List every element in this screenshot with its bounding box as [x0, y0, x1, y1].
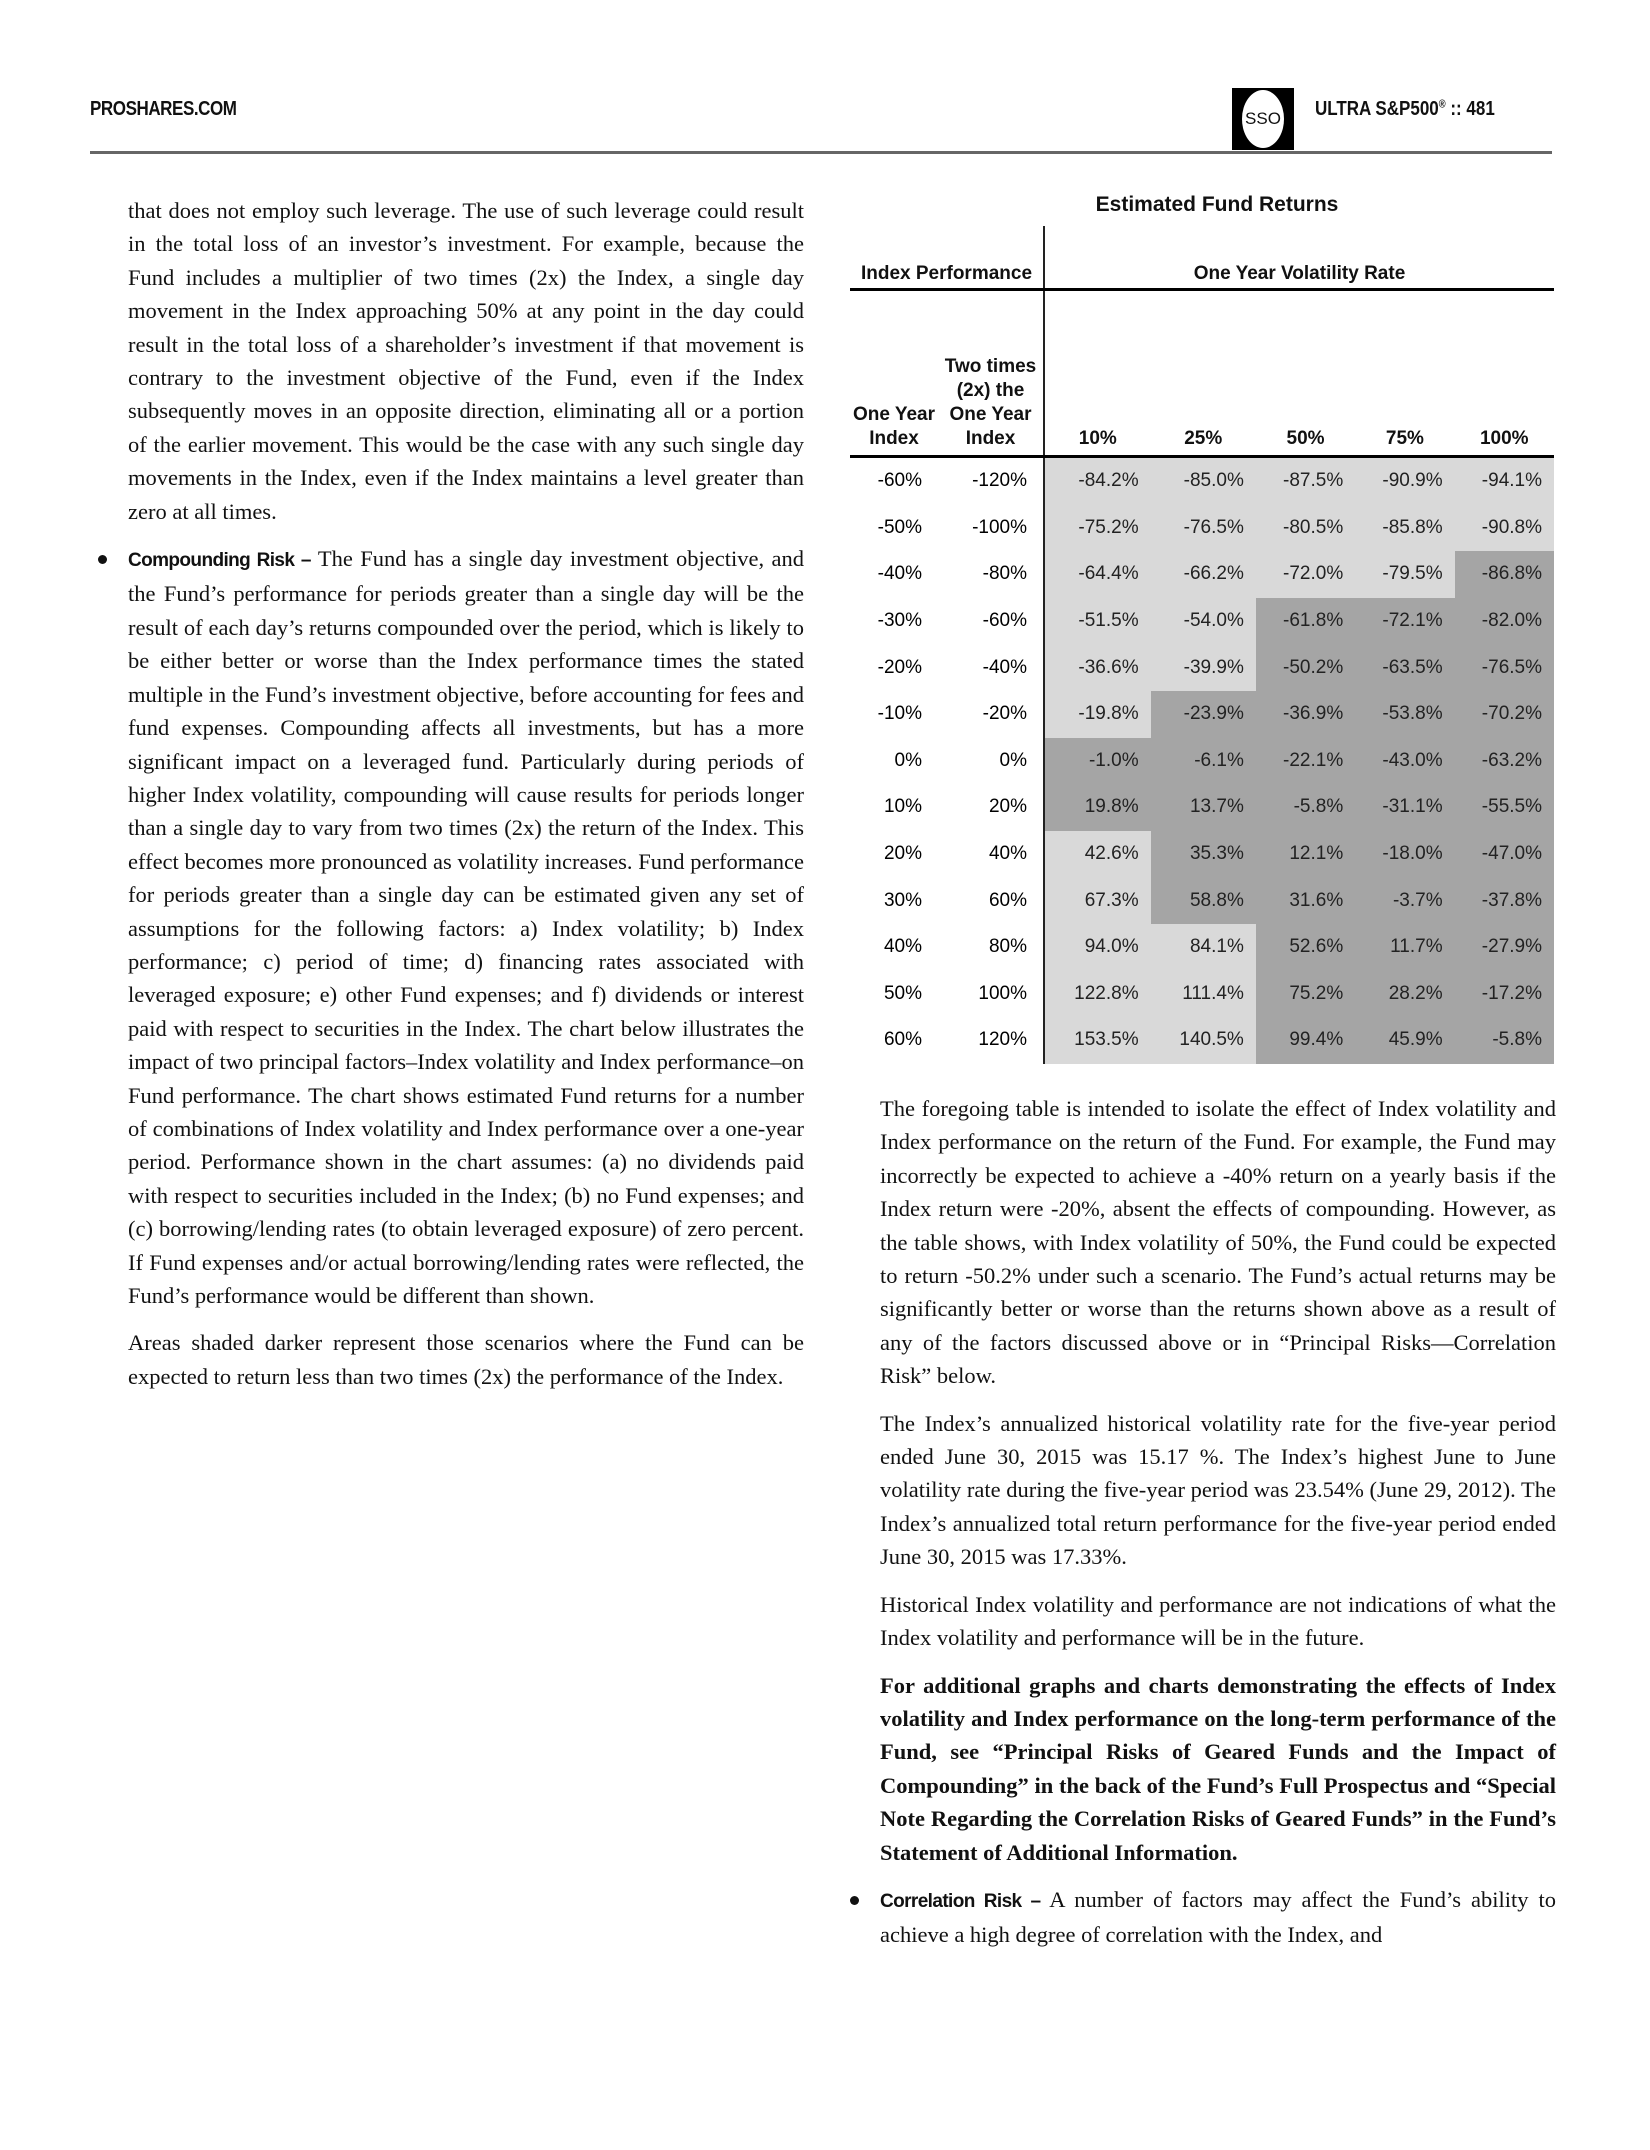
col-header-two-times-index: Two times (2x) the One Year Index: [944, 356, 1037, 449]
fund-return-cell: 42.6%: [1044, 831, 1151, 878]
table-row: [850, 738, 1554, 785]
fund-return-cell: -36.6%: [1044, 644, 1151, 691]
table-row: [850, 505, 1554, 552]
fund-return-cell: -76.5%: [1151, 505, 1256, 552]
fund-return-cell: 111.4%: [1151, 971, 1256, 1018]
fund-return-cell: -19.8%: [1044, 691, 1151, 738]
fund-return-cell: 11.7%: [1355, 924, 1454, 971]
index-return-cell: -50%: [877, 516, 922, 538]
fund-return-cell: -36.9%: [1256, 691, 1355, 738]
table-row: [850, 924, 1554, 971]
fund-return-cell: -75.2%: [1044, 505, 1151, 552]
fund-name: ULTRA S&P500: [1315, 98, 1439, 120]
fund-return-cell: -1.0%: [1044, 738, 1151, 785]
volatility-rate-header: One Year Volatility Rate: [1044, 226, 1554, 290]
table-row: [850, 691, 1554, 738]
fund-return-cell: 94.0%: [1044, 924, 1151, 971]
two-times-index-cell: -20%: [982, 703, 1027, 725]
table-row: [850, 877, 1554, 924]
fund-return-cell: -54.0%: [1151, 598, 1256, 645]
fund-return-cell: 99.4%: [1256, 1017, 1355, 1064]
two-times-index-cell: 20%: [988, 796, 1027, 818]
fund-return-cell: -53.8%: [1355, 691, 1454, 738]
site-name: PROSHARES.COM: [90, 98, 237, 120]
index-return-cell: 60%: [883, 1029, 922, 1051]
fund-return-cell: -55.5%: [1455, 784, 1554, 831]
fund-return-cell: 28.2%: [1355, 971, 1454, 1018]
index-return-cell: 30%: [883, 889, 922, 911]
col-header-50: 50%: [1286, 428, 1325, 449]
two-times-index-cell: 120%: [978, 1029, 1027, 1051]
fund-return-cell: 45.9%: [1355, 1017, 1454, 1064]
shading-note: Areas shaded darker represent those scenarios where the Fund can be expected to return less than two times (2x) the performance of the Index.: [128, 1330, 804, 1389]
fund-return-cell: -90.9%: [1355, 457, 1454, 505]
two-times-index-cell: -40%: [982, 656, 1027, 678]
registered-mark: ®: [1438, 98, 1446, 111]
index-return-cell: 10%: [883, 796, 922, 818]
fund-return-cell: -6.1%: [1151, 738, 1256, 785]
table-row: [850, 551, 1554, 598]
two-times-index-cell: 0%: [999, 749, 1027, 771]
col-header-one-year-index: One Year Index: [852, 404, 936, 449]
fund-return-cell: 35.3%: [1151, 831, 1256, 878]
ticker-badge-label: SSO: [1242, 90, 1284, 148]
fund-return-cell: -64.4%: [1044, 551, 1151, 598]
table-column-header-row: [850, 290, 1554, 457]
two-times-index-cell: 60%: [988, 889, 1027, 911]
table-group-header-row: [850, 226, 1554, 290]
fund-return-cell: -84.2%: [1044, 457, 1151, 505]
fund-return-cell: -18.0%: [1355, 831, 1454, 878]
table-row: [850, 831, 1554, 878]
fund-return-cell: -80.5%: [1256, 505, 1355, 552]
col-header-75: 75%: [1385, 428, 1424, 449]
fund-return-cell: -87.5%: [1256, 457, 1355, 505]
table-row: [850, 598, 1554, 645]
fund-return-cell: -66.2%: [1151, 551, 1256, 598]
compounding-risk-item: [128, 542, 804, 1312]
table-row: [850, 784, 1554, 831]
fund-return-cell: -61.8%: [1256, 598, 1355, 645]
two-times-index-cell: -60%: [982, 610, 1027, 632]
two-times-index-cell: -80%: [982, 563, 1027, 585]
two-times-index-cell: -120%: [972, 470, 1027, 492]
fund-return-cell: 153.5%: [1044, 1017, 1151, 1064]
fund-return-cell: -43.0%: [1355, 738, 1454, 785]
col-header-25: 25%: [1184, 428, 1223, 449]
fund-return-cell: -37.8%: [1455, 877, 1554, 924]
two-times-index-cell: 80%: [988, 936, 1027, 958]
fund-return-cell: 52.6%: [1256, 924, 1355, 971]
bullet-icon: [850, 1896, 859, 1905]
fund-return-cell: 140.5%: [1151, 1017, 1256, 1064]
fund-return-cell: -85.8%: [1355, 505, 1454, 552]
fund-return-cell: -90.8%: [1455, 505, 1554, 552]
fund-title: [1315, 98, 1495, 121]
fund-return-cell: -70.2%: [1455, 691, 1554, 738]
fund-return-cell: -72.1%: [1355, 598, 1454, 645]
fund-return-cell: -27.9%: [1455, 924, 1554, 971]
ticker-badge: [1232, 88, 1294, 150]
fund-return-cell: 19.8%: [1044, 784, 1151, 831]
correlation-risk-text: A number of factors may affect the Fund’s ability to achieve a high degree of correlation with the Index, and: [880, 1886, 1557, 1948]
foregoing-table-paragraph: The foregoing table is intended to isolate the effect of Index volatility and Index performance on the return of the Fund. For example, the Fund may incorrectly be expected to achieve a -40% return on a yearly basis if the Index return were -20%, absent the effects of compounding. However, as the table shows, with Index volatility of 50%, the Fund could be expected to return -50.2% under such a scenario. The Fund’s actual returns may be significantly better or worse than the returns shown above as a result of any of the factors discussed above or in “Principal Risks—Correlation Risk” below.: [880, 1096, 1556, 1389]
fund-return-cell: -5.8%: [1455, 1017, 1554, 1064]
fund-return-cell: -5.8%: [1256, 784, 1355, 831]
two-times-index-cell: 100%: [978, 982, 1027, 1004]
page-number: 481: [1466, 98, 1495, 120]
index-return-cell: -10%: [877, 703, 922, 725]
fund-return-cell: -63.5%: [1355, 644, 1454, 691]
col-header-100: 100%: [1479, 428, 1529, 449]
fund-return-cell: 122.8%: [1044, 971, 1151, 1018]
fund-return-cell: 13.7%: [1151, 784, 1256, 831]
not-indications-paragraph: Historical Index volatility and performance are not indications of what the Index volatility and performance will be in the future.: [880, 1591, 1556, 1651]
table-title: Estimated Fund Returns: [1095, 193, 1339, 216]
fund-return-cell: -31.1%: [1355, 784, 1454, 831]
index-performance-header: Index Performance: [860, 263, 1033, 284]
table-row: [850, 971, 1554, 1018]
compounding-risk-text: The Fund has a single day investment objective, and the Fund’s performance for periods greater than a single day will be the result of each day’s returns compounded over the period, which is likely to be either better or worse than the Index performance times the stated multiple in the Fund’s investment objective, before accounting for fees and fund expenses. Compounding affects all investments, but has a more significant impact on a leveraged fund. Particularly during periods of higher Index volatility, compounding will cause results for periods longer than a single day to vary from two times (2x) the return of the Index. This effect becomes more pronounced as volatility increases. Fund performance for periods greater than a single day can be estimated given any set of assumptions for the following factors: a) Index volatility; b) Index performance; c) period of time; d) financing rates associated with leveraged exposure; e) other Fund expenses; and f) dividends or interest paid with respect to securities in the Index. The chart below illustrates the impact of two principal factors–Index volatility and Index performance–on Fund performance. The chart shows estimated Fund returns for a number of combinations of Index volatility and Index performance over a one-year period. Performance shown in the chart assumes: (a) no dividends paid with respect to securities included in the Index; (b) no Fund expenses; and (c) borrowing/lending rates (to obtain leveraged exposure) of zero percent. If Fund expenses and/or actual borrowing/lending rates were reflected, the Fund’s performance would be different than shown.: [128, 546, 805, 1308]
title-separator: ::: [1450, 98, 1462, 120]
index-return-cell: -40%: [877, 563, 922, 585]
fund-return-cell: -86.8%: [1455, 551, 1554, 598]
right-column: [880, 1092, 1556, 1966]
page-header: [90, 88, 1552, 158]
bullet-icon: [98, 555, 107, 564]
table-body: [850, 457, 1554, 1064]
fund-return-cell: -47.0%: [1455, 831, 1554, 878]
fund-return-cell: -39.9%: [1151, 644, 1256, 691]
header-divider: [90, 151, 1552, 154]
fund-return-cell: -22.1%: [1256, 738, 1355, 785]
fund-return-cell: -51.5%: [1044, 598, 1151, 645]
index-return-cell: 0%: [894, 749, 922, 771]
additional-graphs-paragraph: For additional graphs and charts demonstrating the effects of Index volatility and Index performance on the long-term performance of the Fund, see “Principal Risks of Geared Funds and the Impact of Compounding” in the back of the Fund’s Full Prospectus and “Special Note Regarding the Correlation Risks of Geared Funds” in the Fund’s Statement of Additional Information.: [880, 1672, 1556, 1865]
correlation-risk-item: [880, 1883, 1556, 1952]
fund-return-cell: 58.8%: [1151, 877, 1256, 924]
fund-return-cell: -3.7%: [1355, 877, 1454, 924]
index-return-cell: -60%: [877, 470, 922, 492]
fund-return-cell: 67.3%: [1044, 877, 1151, 924]
two-times-index-cell: -100%: [972, 516, 1027, 538]
fund-return-cell: 12.1%: [1256, 831, 1355, 878]
index-return-cell: 20%: [883, 843, 922, 865]
index-return-cell: -30%: [877, 610, 922, 632]
index-return-cell: -20%: [877, 656, 922, 678]
fund-return-cell: 31.6%: [1256, 877, 1355, 924]
fund-return-cell: -23.9%: [1151, 691, 1256, 738]
fund-return-cell: -63.2%: [1455, 738, 1554, 785]
table-row: [850, 644, 1554, 691]
estimated-fund-returns-table: [850, 190, 1554, 1064]
table-row: [850, 457, 1554, 505]
fund-return-cell: -72.0%: [1256, 551, 1355, 598]
index-return-cell: 50%: [883, 982, 922, 1004]
fund-return-cell: -17.2%: [1455, 971, 1554, 1018]
table-row: [850, 1017, 1554, 1064]
fund-return-cell: 84.1%: [1151, 924, 1256, 971]
fund-return-cell: 75.2%: [1256, 971, 1355, 1018]
index-return-cell: 40%: [883, 936, 922, 958]
fund-return-cell: -76.5%: [1455, 644, 1554, 691]
correlation-risk-heading: Correlation Risk –: [880, 1890, 1041, 1912]
left-column: [128, 194, 804, 1407]
fund-return-cell: -50.2%: [1256, 644, 1355, 691]
two-times-index-cell: 40%: [988, 843, 1027, 865]
fund-return-cell: -79.5%: [1355, 551, 1454, 598]
fund-return-cell: -94.1%: [1455, 457, 1554, 505]
fund-return-cell: -85.0%: [1151, 457, 1256, 505]
leverage-paragraph: that does not employ such leverage. The use of such leverage could result in the total loss of an investor’s investment. For example, because the Fund includes a multiplier of two times (2x) the Index, a single day movement in the Index approaching 50% at any point in the day could result in the total loss of a shareholder’s investment if that movement is contrary to the investment objective of the Fund, even if the Index subsequently moves in an opposite direction, eliminating all or a portion of the earlier movement. This would be the case with any such single day movements in the Index, even if the Index maintains a level greater than zero at all times.: [128, 198, 804, 524]
historical-volatility-paragraph: The Index’s annualized historical volatility rate for the five-year period ended June 30, 2015 was 15.17 %. The Index’s highest June to June volatility rate during the five-year period was 23.54% (June 29, 2012). The Index’s annualized total return performance for the five-year period ended June 30, 2015 was 17.33%.: [880, 1410, 1556, 1570]
fund-return-cell: -82.0%: [1455, 598, 1554, 645]
col-header-10: 10%: [1044, 290, 1151, 457]
compounding-risk-heading: Compounding Risk –: [128, 550, 311, 572]
